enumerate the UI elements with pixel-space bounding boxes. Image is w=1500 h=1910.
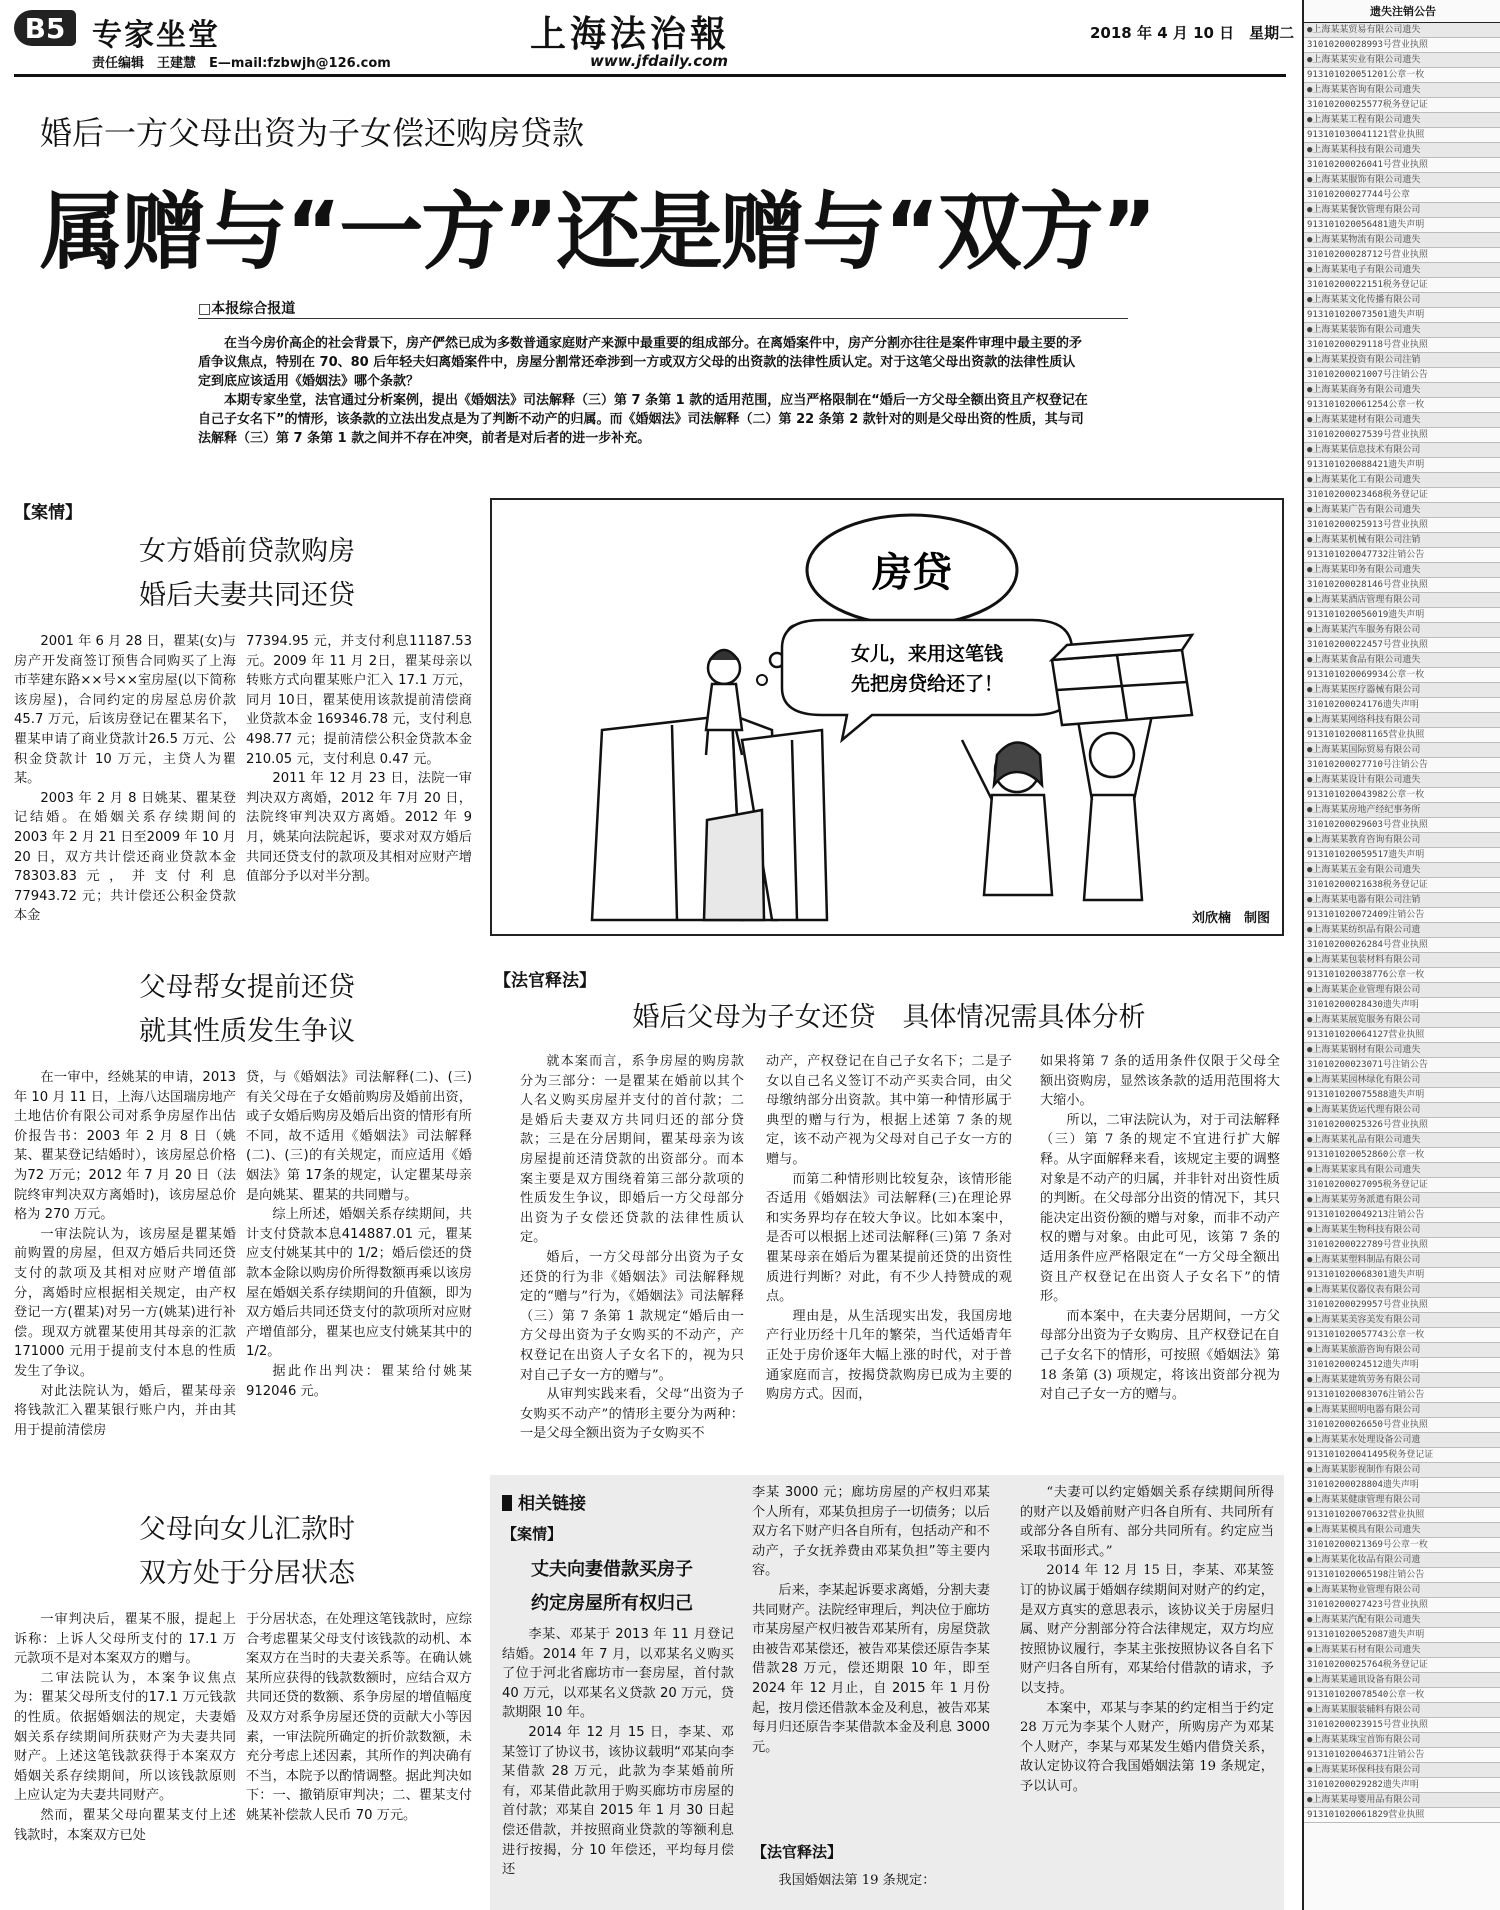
notice-row: ●上海某某信息技术有限公司 bbox=[1304, 443, 1500, 458]
speech-line-2: 先把房贷给还了！ bbox=[850, 673, 1004, 695]
case-sub2-column-1 bbox=[14, 1068, 236, 1492]
notice-row: ●上海某某生物科技有限公司 bbox=[1304, 1223, 1500, 1238]
notice-row: ●上海某某物流有限公司遗失 bbox=[1304, 233, 1500, 248]
related-title: 相关链接 bbox=[502, 1489, 586, 1514]
judge-column-3 bbox=[1040, 1052, 1280, 1460]
case-section-tag: 【案情】 bbox=[14, 503, 82, 523]
notice-row: 31010200024176遗失声明 bbox=[1304, 698, 1500, 713]
cartoon-credit: 刘欣楠 制图 bbox=[1191, 911, 1270, 926]
thought-dot bbox=[757, 675, 767, 685]
notice-row: 913101020052860公章一枚 bbox=[1304, 1148, 1500, 1163]
case-subhead-2 bbox=[14, 966, 480, 1054]
notice-row: 31010200021638税务登记证 bbox=[1304, 878, 1500, 893]
notice-row: ●上海某某纺织品有限公司遗 bbox=[1304, 923, 1500, 938]
bubble-title: 房贷 bbox=[872, 550, 952, 596]
notice-row: 31010200025764税务登记证 bbox=[1304, 1658, 1500, 1673]
notice-row: ●上海某某展览服务有限公司 bbox=[1304, 1013, 1500, 1028]
notice-row: ●上海某某环保科技有限公司 bbox=[1304, 1763, 1500, 1778]
notice-row: 31010200026650号营业执照 bbox=[1304, 1418, 1500, 1433]
section-name: 专家坐堂 bbox=[92, 18, 220, 53]
notice-row: 913101020070632营业执照 bbox=[1304, 1508, 1500, 1523]
notice-row: ●上海某某网络科技有限公司 bbox=[1304, 713, 1500, 728]
notice-row: 913101020075588遗失声明 bbox=[1304, 1088, 1500, 1103]
body-paragraph: 2001 年 6 月 28 日，瞿某(女)与房产开发商签订预售合同购买了上海市莘建东路××号××室房屋(以下简称该房屋)，合同约定的房屋总房价款45.7 万元，后该房登记在瞿某名下，瞿某申请了商业贷款计26.5 万元、公积金贷款计 10 万元，主贷人为瞿某。 bbox=[14, 634, 236, 787]
notice-row: ●上海某某汽车服务有限公司 bbox=[1304, 623, 1500, 638]
notice-row: ●上海某某照明电器有限公司 bbox=[1304, 1403, 1500, 1418]
notice-row: ●上海某某包装材料有限公司 bbox=[1304, 953, 1500, 968]
notice-row: 913101020065198注销公告 bbox=[1304, 1568, 1500, 1583]
notice-row: ●上海某某珠宝首饰有限公司 bbox=[1304, 1733, 1500, 1748]
lead-paragraphs bbox=[198, 334, 1088, 448]
notice-row: 31010200029282遗失声明 bbox=[1304, 1778, 1500, 1793]
notice-row: 31010200025913号营业执照 bbox=[1304, 518, 1500, 533]
cartoon-illustration bbox=[490, 498, 1284, 936]
main-headline: 属赠与“一方”还是赠与“双方” bbox=[40, 183, 1155, 281]
notice-row: 913101020043982公章一枚 bbox=[1304, 788, 1500, 803]
notice-row: ●上海某某设计有限公司遗失 bbox=[1304, 773, 1500, 788]
notice-row: 31010200028712号营业执照 bbox=[1304, 248, 1500, 263]
related-subhead bbox=[502, 1553, 722, 1621]
body-paragraph: 而第二种情形则比较复杂，该情形能否适用《婚姻法》司法解释(三)在理论界和实务界均存在较大争议。比如本案中，是否可以根据上述司法解释(三)第 7 条对瞿某母亲在婚后为瞿某提前还贷的出资性质进行判断？对此，有不少人持赞成的观点。 bbox=[766, 1171, 1012, 1305]
byline-rule bbox=[198, 318, 1128, 319]
notice-title: 遗失注销公告 bbox=[1304, 0, 1500, 23]
notice-row: ●上海某某健康管理有限公司 bbox=[1304, 1493, 1500, 1508]
case-sub3-column-1 bbox=[14, 1610, 236, 1906]
notice-row: ●上海某某通讯设备有限公司 bbox=[1304, 1673, 1500, 1688]
body-paragraph: 动产，产权登记在自己子女名下；二是子女以自己名义签订不动产买卖合同，由父母缴纳部分出资款。其中第一种情形属于典型的赠与行为，根据上述第 7 条的规定，该不动产视为父母对自己子女一方的赠与。 bbox=[766, 1054, 1012, 1167]
notice-row: ●上海某某企业管理有限公司 bbox=[1304, 983, 1500, 998]
notice-row: ●上海某某物业管理有限公司 bbox=[1304, 1583, 1500, 1598]
notice-row: ●上海某某教育咨询有限公司 bbox=[1304, 833, 1500, 848]
notice-row: 913101020056019遗失声明 bbox=[1304, 608, 1500, 623]
notice-row: 913101020049213注销公告 bbox=[1304, 1208, 1500, 1223]
notice-sidebar bbox=[1302, 0, 1500, 1910]
notice-list bbox=[1304, 23, 1500, 1823]
notice-row: ●上海某某汽配有限公司遗失 bbox=[1304, 1613, 1500, 1628]
body-paragraph: 一审法院认为，该房屋是瞿某婚前购置的房屋，但双方婚后共同还贷支付的款项及其相对应财产增值部分，离婚时应根据相关规定，由产权登记一方(瞿某)对另一方(姚某)进行补偿。现双方就瞿某使用其母亲的汇款 171000 元用于提前支付本息的性质发生了争议。 bbox=[14, 1226, 236, 1379]
notice-row: 913101020088421遗失声明 bbox=[1304, 458, 1500, 473]
body-paragraph: 从审判实践来看，父母“出资为子女购买不动产”的情形主要分为两种：一是父母全额出资为子女购买不 bbox=[520, 1387, 744, 1442]
related-judge-first: 我国婚姻法第 19 条规定： bbox=[778, 1873, 936, 1888]
judge-column-2 bbox=[766, 1052, 1012, 1460]
related-case-tag: 【案情】 bbox=[502, 1525, 563, 1543]
notice-row: ●上海某某五金有限公司遗失 bbox=[1304, 863, 1500, 878]
money-bundle bbox=[1052, 635, 1192, 725]
notice-row: 913101020051201公章一枚 bbox=[1304, 68, 1500, 83]
notice-row: ●上海某某机械有限公司注销 bbox=[1304, 533, 1500, 548]
body-paragraph: 而本案中，在夫妻分居期间，一方父母部分出资为子女购房、且产权登记在自己子女名下的情形，可按照《婚姻法》第 18 条第 (3) 项规定，将该出资部分视为对自己子女一方的赠与。 bbox=[1040, 1308, 1280, 1403]
body-paragraph: 就本案而言，系争房屋的购房款分为三部分：一是瞿某在婚前以其个人名义购买房屋并支付的首付款；二是婚后夫妻双方共同归还的部分贷款；三是在分居期间，瞿某母亲为该房屋提前还清贷款的出资部分。而本案主要是双方围绕着第三部分款项的性质发生争议，即婚后一方父母部分出资为子女偿还贷款的法律性质认定。 bbox=[520, 1054, 744, 1246]
notice-row: ●上海某某实业有限公司遗失 bbox=[1304, 53, 1500, 68]
notice-row: ●上海某某水处理设备公司遗 bbox=[1304, 1433, 1500, 1448]
square-bullet-icon bbox=[502, 1495, 512, 1511]
notice-row: 31010200024512遗失声明 bbox=[1304, 1358, 1500, 1373]
subhead-line: 就其性质发生争议 bbox=[139, 1016, 355, 1047]
notice-row: ●上海某某食品有限公司遗失 bbox=[1304, 653, 1500, 668]
body-paragraph: 在一审中，经姚某的申请，2013 年 10 月 11 日，上海八达国瑞房地产土地估价有限公司对系争房屋作出估价报告书：2003 年 2 月 8 日（姚某、瞿某登记结婚时），该房屋总价格为72 万元；2012 年 7 月 20 日（法院终审判决双方离婚时)，该房屋总价格为 270 万元。 bbox=[14, 1070, 236, 1223]
notice-row: ●上海某某餐饮管理有限公司 bbox=[1304, 203, 1500, 218]
body-paragraph: “夫妻可以约定婚姻关系存续期间所得的财产以及婚前财产归各自所有、共同所有或部分各自所有、部分共同所有。约定应当采取书面形式。” bbox=[1020, 1485, 1274, 1559]
header-rule bbox=[14, 74, 1286, 77]
notice-row: ●上海某某影视制作有限公司 bbox=[1304, 1463, 1500, 1478]
notice-row: ●上海某某母婴用品有限公司 bbox=[1304, 1793, 1500, 1808]
notice-row: ●上海某某酒店管理有限公司 bbox=[1304, 593, 1500, 608]
notice-row: ●上海某某仪器仪表有限公司 bbox=[1304, 1283, 1500, 1298]
subhead-line: 父母帮女提前还贷 bbox=[139, 972, 355, 1003]
notice-row: 31010200029603号营业执照 bbox=[1304, 818, 1500, 833]
body-paragraph: 李某 3000 元；廊坊房屋的产权归邓某个人所有，邓某负担房子一切债务；以后双方名下财产归各自所有，包括动产和不动产，子女抚养费由邓某负担”等主要内容。 bbox=[752, 1485, 990, 1579]
case-subhead-3 bbox=[14, 1508, 480, 1596]
page-number-badge: B5 bbox=[14, 10, 76, 46]
editor-line: 责任编辑 王建慧 E—mail:fzbwjh@126.com bbox=[92, 56, 391, 71]
subhead-line: 父母向女儿汇款时 bbox=[139, 1514, 355, 1545]
notice-row: 31010200029957号营业执照 bbox=[1304, 1298, 1500, 1313]
notice-row: ●上海某某广告有限公司遗失 bbox=[1304, 503, 1500, 518]
case-sub3-column-2 bbox=[246, 1610, 472, 1906]
notice-row: 31010200027744号公章 bbox=[1304, 188, 1500, 203]
notice-row: ●上海某某文化传播有限公司 bbox=[1304, 293, 1500, 308]
notice-row: 913101020052087遗失声明 bbox=[1304, 1628, 1500, 1643]
subhead-line: 婚后夫妻共同还贷 bbox=[139, 580, 355, 611]
cartoon-drawing bbox=[492, 500, 1282, 934]
notice-row: 31010200026284号营业执照 bbox=[1304, 938, 1500, 953]
notice-row: 913101030041121营业执照 bbox=[1304, 128, 1500, 143]
notice-row: 913101020078540公章一枚 bbox=[1304, 1688, 1500, 1703]
notice-row: 31010200022151税务登记证 bbox=[1304, 278, 1500, 293]
notice-row: ●上海某某钢材有限公司遗失 bbox=[1304, 1043, 1500, 1058]
notice-row: 31010200027423号营业执照 bbox=[1304, 1598, 1500, 1613]
judge-subhead: 婚后父母为子女还贷 具体情况需具体分析 bbox=[632, 1002, 1146, 1033]
notice-row: 31010200021007号注销公告 bbox=[1304, 368, 1500, 383]
notice-row: 31010200028146号营业执照 bbox=[1304, 578, 1500, 593]
notice-row: ●上海某某电器有限公司注销 bbox=[1304, 893, 1500, 908]
lead-paragraph: 本期专家坐堂，法官通过分析案例，提出《婚姻法》司法解释（三）第 7 条第 1 款的适用范围，应当严格限制在“婚后一方父母全额出资且产权登记在自己子女名下”的情形，该条款的立法出发点是为了判断不动产的归属。而《婚姻法》司法解释（二）第 22 条第 2 款针对的则是父母出资的性质，其与司法解释（三）第 7 条第 1 款之间并不存在冲突，前者是对后者的进一步补充。 bbox=[198, 393, 1088, 446]
notice-row: 31010200021369号公章一枚 bbox=[1304, 1538, 1500, 1553]
notice-row: 31010200023071号注销公告 bbox=[1304, 1058, 1500, 1073]
notice-row: ●上海某某园林绿化有限公司 bbox=[1304, 1073, 1500, 1088]
case-subhead-1 bbox=[14, 530, 480, 618]
notice-row: 913101020057743公章一枚 bbox=[1304, 1328, 1500, 1343]
speech-line-1: 女儿，来用这笔钱 bbox=[850, 643, 1004, 665]
related-column-1 bbox=[502, 1625, 734, 1907]
notice-row: ●上海某某电子有限公司遗失 bbox=[1304, 263, 1500, 278]
notice-row: 913101020081165营业执照 bbox=[1304, 728, 1500, 743]
notice-row: ●上海某某旅游咨询有限公司 bbox=[1304, 1343, 1500, 1358]
notice-row: ●上海某某商务有限公司遗失 bbox=[1304, 383, 1500, 398]
subhead-line: 女方婚前贷款购房 bbox=[139, 536, 355, 567]
notice-row: ●上海某某印务有限公司遗失 bbox=[1304, 563, 1500, 578]
notice-row: ●上海某某礼品有限公司遗失 bbox=[1304, 1133, 1500, 1148]
notice-row: 31010200022789号营业执照 bbox=[1304, 1238, 1500, 1253]
newspaper-masthead: 上海法治報 bbox=[530, 13, 731, 55]
notice-row: 31010200028430遗失声明 bbox=[1304, 998, 1500, 1013]
notice-row: 913101020041495税务登记证 bbox=[1304, 1448, 1500, 1463]
notice-row: 913101020056481遗失声明 bbox=[1304, 218, 1500, 233]
notice-row: 31010200027710号注销公告 bbox=[1304, 758, 1500, 773]
notice-row: 31010200027539号营业执照 bbox=[1304, 428, 1500, 443]
related-column-3 bbox=[1020, 1483, 1274, 1903]
body-paragraph: 2014 年 12 月 15 日，李某、邓某签订的协议属于婚姻存续期间对财产的约定，是双方真实的意思表示，该协议关于房屋归属、财产分割部分符合法律规定，双方均应按照协议履行，李某主张按照协议各自名下财产归各自所有，邓某给付借款的请求，予以支持。 bbox=[1020, 1563, 1274, 1696]
body-paragraph: 后来，李某起诉要求离婚，分割夫妻共同财产。法院经审理后，判决位于廊坊市某房屋产权归被告邓某所有，房屋贷款由被告邓某偿还，被告邓某偿还原告李某借款28 万元，偿还期限 10 年，即至2024 年 12 月止，自 2015 年 1 月份起，按月偿还借款本金及利息，被告邓某每月归还原告李某借款本金及利息 3000 元。 bbox=[752, 1582, 990, 1755]
notice-row: 31010200025577税务登记证 bbox=[1304, 98, 1500, 113]
notice-row: 913101020072409注销公告 bbox=[1304, 908, 1500, 923]
notice-row: ●上海某某贸易有限公司遗失 bbox=[1304, 23, 1500, 38]
notice-row: 913101020064127营业执照 bbox=[1304, 1028, 1500, 1043]
notice-row: 913101020047732注销公告 bbox=[1304, 548, 1500, 563]
body-paragraph: 如果将第 7 条的适用条件仅限于父母全额出资购房，显然该条款的适用范围将大大缩小。 bbox=[1040, 1054, 1280, 1109]
related-judge-tag: 【法官释法】 bbox=[752, 1843, 843, 1861]
body-paragraph: 所以，二审法院认为，对于司法解释（三）第 7 条的规定不宜进行扩大解释。从字面解释来看，该规定主要的调整对象是不动产的归属，并非针对出资性质的判断。在父母部分出资的情况下，其只能决定出资份额的赠与对象，而非不动产权的赠与对象。由此可见，该第 7 条的适用条件应严格限定在“一方父母全额出资且产权登记在出资人子女名下”的情形。 bbox=[1040, 1112, 1280, 1305]
notice-row: 31010200028993号营业执照 bbox=[1304, 38, 1500, 53]
byline: □本报综合报道 bbox=[198, 301, 296, 317]
notice-row: 913101020073501遗失声明 bbox=[1304, 308, 1500, 323]
case-sub2-column-2 bbox=[246, 1068, 472, 1492]
notice-row: 31010200023468税务登记证 bbox=[1304, 488, 1500, 503]
notice-row: ●上海某某国际贸易有限公司 bbox=[1304, 743, 1500, 758]
notice-row: ●上海某某科技有限公司遗失 bbox=[1304, 143, 1500, 158]
notice-row: 31010200028804遗失声明 bbox=[1304, 1478, 1500, 1493]
body-paragraph: 据此作出判决：瞿某给付姚某 912046 元。 bbox=[246, 1363, 472, 1399]
notice-row: ●上海某某石材有限公司遗失 bbox=[1304, 1643, 1500, 1658]
notice-row: ●上海某某建材有限公司遗失 bbox=[1304, 413, 1500, 428]
notice-row: ●上海某某模具有限公司遗失 bbox=[1304, 1523, 1500, 1538]
notice-row: 31010200025326号营业执照 bbox=[1304, 1118, 1500, 1133]
body-paragraph: 婚后，一方父母部分出资为子女还贷的行为非《婚姻法》司法解释规定的“赠与”行为，《婚姻法》司法解释（三）第 7 条第 1 款规定“婚后由一方父母出资为子女购买的不动产，产权登记在出资人子女名下的，视为只对自己子女一方的赠与”。 bbox=[520, 1249, 744, 1383]
judge-column-1 bbox=[520, 1052, 744, 1460]
notice-row: ●上海某某货运代理有限公司 bbox=[1304, 1103, 1500, 1118]
subhead-line: 丈夫向妻借款买房子 bbox=[531, 1559, 693, 1580]
notice-row: 913101020083076注销公告 bbox=[1304, 1388, 1500, 1403]
judge-section-tag: 【法官释法】 bbox=[494, 971, 596, 991]
notice-row: ●上海某某投资有限公司注销 bbox=[1304, 353, 1500, 368]
notice-row: ●上海某某劳务派遣有限公司 bbox=[1304, 1193, 1500, 1208]
notice-row: ●上海某某房地产经纪事务所 bbox=[1304, 803, 1500, 818]
related-link-box bbox=[490, 1475, 1284, 1910]
notice-row: 913101020038776公章一枚 bbox=[1304, 968, 1500, 983]
notice-row: ●上海某某咨询有限公司遗失 bbox=[1304, 83, 1500, 98]
headline-kicker: 婚后一方父母出资为子女偿还购房贷款 bbox=[40, 114, 585, 152]
notice-row: 31010200022457号营业执照 bbox=[1304, 638, 1500, 653]
case-sub1-column-1 bbox=[14, 632, 236, 954]
body-paragraph: 2003 年 2 月 8 日姚某、瞿某登记结婚。在婚姻关系存续期间的 2003 年 2 月 21 日至2009 年 10 月 20 日，双方共计偿还商业贷款本金 78303.83元，并支付利息 77943.72 元；共计偿还公积金贷款本金 bbox=[14, 790, 236, 924]
notice-row: ●上海某某塑料制品有限公司 bbox=[1304, 1253, 1500, 1268]
related-column-2 bbox=[752, 1483, 990, 1835]
notice-row: ●上海某某装饰有限公司遗失 bbox=[1304, 323, 1500, 338]
notice-row: ●上海某某美容美发有限公司 bbox=[1304, 1313, 1500, 1328]
notice-row: 31010200026041号营业执照 bbox=[1304, 158, 1500, 173]
notice-row: 913101020059517遗失声明 bbox=[1304, 848, 1500, 863]
body-paragraph: 2011 年 12 月 23 日，法院一审判决双方离婚，2012 年 7月 20 日，法院终审判决双方离婚。2012 年 9 月，姚某向法院起诉，要求对双方婚后共同还贷支付的款项及其相对应财产增值部分予以对半分割。 bbox=[246, 771, 472, 885]
lead-paragraph: 在当今房价高企的社会背景下，房产俨然已成为多数普通家庭财产来源中最重要的组成部分。在离婚案件中，房产分割亦往往是案件审理中最主要的矛盾争议焦点，特别在 70、80 后年轻夫妇离婚案件中，房屋分割常还牵涉到一方或双方父母的出资款的法律性质认定。对于这笔父母出资款的法律性质认定到底应该适用《婚姻法》哪个条款？ bbox=[198, 336, 1083, 389]
body-paragraph: 理由是，从生活现实出发，我国房地产行业历经十几年的繁荣，当代适婚青年正处于房价逐年大幅上涨的时代，对于普通家庭而言，按揭贷款购房已成为主要的购房方式。因而， bbox=[766, 1308, 1012, 1403]
buildings bbox=[592, 715, 827, 920]
body-paragraph: 2014 年 12 月 15 日，李某、邓某签订了协议书，该协议载明“邓某向李某借款 28 万元，此款为李某婚前所有，邓某借此款用于购买廊坊市房屋的首付款；邓某自 2015 年 1 月 30 日起偿还借款，并按照商业贷款的等额利息进行按揭，分 10 年偿还，平均每月偿还 bbox=[502, 1724, 734, 1878]
body-paragraph: 于分居状态，在处理这笔钱款时，应综合考虑瞿某父母支付该钱款的动机、本案双方在当时的夫妻关系等。在确认姚某所应获得的钱款数额时，应结合双方共同还贷的数额、系争房屋的增值幅度及双方对系争房屋还贷的贡献大小等因素，一审法院所确定的折价款数额，未充分考虑上述因素，其所作的判决确有不当，本院予以酌情调整。据此判决如下：一、撤销原审判决；二、瞿某支付姚某补偿款人民币 70 万元。 bbox=[246, 1612, 472, 1823]
body-paragraph: 77394.95 元，并支付利息11187.53 元。2009 年 11 月 2日，瞿某母亲以转账方式向瞿某账户汇入 17.1 万元，同月 10日，瞿某使用该款提前清偿商业贷款本金 169346.78 元，支付利息 498.77 元；提前清偿公积金贷款本金 210.05 元，支付利息 0.47 元。 bbox=[246, 634, 472, 767]
issue-date: 2018 年 4 月 10 日 星期二 bbox=[1090, 24, 1295, 42]
notice-row: 31010200029118号营业执照 bbox=[1304, 338, 1500, 353]
body-paragraph: 二审法院认为，本案争议焦点为：瞿某父母所支付的17.1 万元钱款的性质。依据婚姻法的规定，夫妻婚姻关系存续期间所获财产为夫妻共同财产。上述这笔钱款获得于本案双方婚姻关系存续期间，所以该钱款原则上应认定为夫妻共同财产。 bbox=[14, 1670, 236, 1804]
notice-row: ●上海某某化妆品有限公司遗 bbox=[1304, 1553, 1500, 1568]
body-paragraph: 对此法院认为，婚后，瞿某母亲将钱款汇入瞿某银行账户内，并由其用于提前清偿房 bbox=[14, 1383, 236, 1438]
notice-row: 913101020061829营业执照 bbox=[1304, 1808, 1500, 1823]
notice-row: ●上海某某建筑劳务有限公司 bbox=[1304, 1373, 1500, 1388]
body-paragraph: 然而，瞿某父母向瞿某支付上述钱款时，本案双方已处 bbox=[14, 1807, 236, 1843]
notice-row: ●上海某某服装辅料有限公司 bbox=[1304, 1703, 1500, 1718]
case-sub1-column-2 bbox=[246, 632, 472, 954]
notice-row: 31010200023915号营业执照 bbox=[1304, 1718, 1500, 1733]
body-paragraph: 贷，与《婚姻法》司法解释(二)、(三)有关父母在子女婚前购房及婚前出资，或子女婚后购房及婚后出资的情形有所不同，故不适用《婚姻法》司法解释(二)、(三)的有关规定，而应适用《婚姻法》第 17条的规定，认定瞿某母亲是向姚某、瞿某的共同赠与。 bbox=[246, 1070, 472, 1203]
notice-row: 31010200027095税务登记证 bbox=[1304, 1178, 1500, 1193]
subhead-line: 约定房屋所有权归己 bbox=[531, 1593, 693, 1614]
body-paragraph: 本案中，邓某与李某的约定相当于约定 28 万元为李某个人财产，所购房产为邓某个人财产，李某与邓某发生婚内借贷关系，故认定协议符合我国婚姻法第 19 条规定，予以认可。 bbox=[1020, 1700, 1274, 1794]
notice-row: ●上海某某家具有限公司遗失 bbox=[1304, 1163, 1500, 1178]
website-url[interactable]: www.jfdaily.com bbox=[590, 52, 729, 70]
subhead-line: 双方处于分居状态 bbox=[139, 1558, 355, 1589]
body-paragraph: 李某、邓某于 2013 年 11 月登记结婚。2014 年 7 月，以邓某名义购买了位于河北省廊坊市一套房屋，首付款 40 万元，以邓某名义贷款 20 万元，贷款期限 10 年。 bbox=[502, 1627, 734, 1721]
parents-figures bbox=[962, 715, 1152, 900]
notice-row: 913101020068301遗失声明 bbox=[1304, 1268, 1500, 1283]
notice-row: 913101020046371注销公告 bbox=[1304, 1748, 1500, 1763]
notice-row: ●上海某某服饰有限公司遗失 bbox=[1304, 173, 1500, 188]
body-paragraph: 一审判决后，瞿某不服，提起上诉称：上诉人父母所支付的 17.1 万元款项不是对本案双方的赠与。 bbox=[14, 1612, 236, 1667]
notice-row: 913101020061254公章一枚 bbox=[1304, 398, 1500, 413]
notice-row: ●上海某某工程有限公司遗失 bbox=[1304, 113, 1500, 128]
notice-row: 913101020069934公章一枚 bbox=[1304, 668, 1500, 683]
notice-row: ●上海某某化工有限公司遗失 bbox=[1304, 473, 1500, 488]
body-paragraph: 综上所述，婚姻关系存续期间，共计支付贷款本息414887.01 元，瞿某应支付姚某其中的 1/2；婚后偿还的贷款本金除以购房价所得数额再乘以该房屋在婚姻关系存续期间的升值额，即为双方婚后共同还贷支付的款项所对应财产增值部分，瞿某也应支付姚某其中的 1/2。 bbox=[246, 1207, 472, 1360]
notice-row: ●上海某某医疗器械有限公司 bbox=[1304, 683, 1500, 698]
